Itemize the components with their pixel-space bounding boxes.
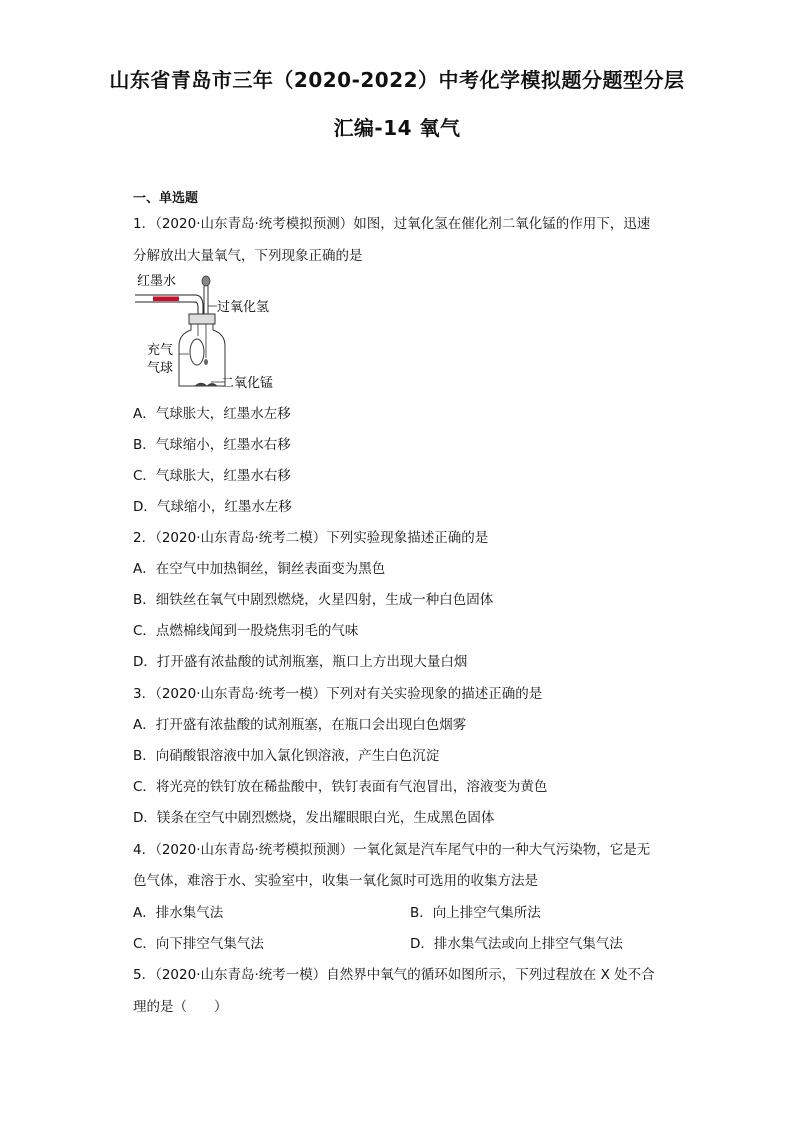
document-title-line1: 山东省青岛市三年（2020-2022）中考化学模拟题分题型分层 (109, 68, 685, 92)
q3-stem: 3．（2020·山东青岛·统考一模）下列对有关实验现象的描述正确的是 (133, 686, 543, 702)
dropper-bulb (202, 276, 210, 286)
manganese-dioxide-powder (195, 383, 217, 386)
label-balloon-line2: 气球 (147, 361, 174, 376)
q1-option-c: C．气球胀大，红墨水右移 (133, 468, 291, 484)
red-ink-column (153, 297, 179, 302)
label-red-ink: 红墨水 (137, 274, 177, 289)
inflated-balloon (190, 339, 204, 365)
bottle-stopper (189, 314, 215, 324)
label-hydrogen-peroxide: 过氧化氢 (217, 300, 270, 315)
section-heading: 一、单选题 (133, 191, 199, 206)
q2-option-a: A．在空气中加热铜丝，铜丝表面变为黑色 (133, 561, 386, 577)
q1-stem-line2: 分解放出大量氧气，下列现象正确的是 (133, 248, 363, 264)
q4-option-a: A．排水集气法 (133, 905, 224, 921)
q5-stem-line2: 理的是（ ） (133, 999, 228, 1015)
label-manganese-dioxide: 二氧化锰 (221, 376, 274, 391)
q3-option-c: C．将光亮的铁钉放在稀盐酸中，铁钉表面有气泡冒出，溶液变为黄色 (133, 779, 548, 795)
q4-option-d: D．排水集气法或向上排空气集气法 (410, 936, 623, 952)
q5-stem-line1: 5．（2020·山东青岛·统考一模）自然界中氧气的循环如图所示，下列过程放在 X 处不合 (133, 967, 655, 983)
q4-stem-line1: 4．（2020·山东青岛·统考模拟预测）一氧化氮是汽车尾气中的一种大气污染物，它是无 (133, 842, 651, 858)
label-balloon-line1: 充气 (147, 343, 174, 358)
q1-stem-line1: 1．（2020·山东青岛·统考模拟预测）如图，过氧化氢在催化剂二氧化锰的作用下，迅速 (133, 216, 651, 232)
document-title-line2: 汇编-14 氧气 (333, 116, 461, 140)
q2-option-c: C．点燃棉线闻到一股烧焦羽毛的气味 (133, 623, 359, 639)
q3-option-d: D．镁条在空气中剧烈燃烧，发出耀眼眼白光，生成黑色固体 (133, 810, 495, 826)
q2-option-d: D．打开盛有浓盐酸的试剂瓶塞，瓶口上方出现大量白烟 (133, 654, 468, 670)
q4-option-c: C．向下排空气集气法 (133, 936, 264, 952)
q3-option-b: B．向硝酸银溶液中加入氯化钡溶液，产生白色沉淀 (133, 748, 440, 764)
q4-option-b: B．向上排空气集所法 (410, 905, 541, 921)
q1-option-a: A．气球胀大，红墨水左移 (133, 406, 291, 422)
apparatus-figure (133, 268, 293, 393)
q4-stem-line2: 色气体，难溶于水、实验室中，收集一氧化氮时可选用的收集方法是 (133, 873, 538, 889)
q1-option-d: D．气球缩小，红墨水左移 (133, 499, 292, 515)
q3-option-a: A．打开盛有浓盐酸的试剂瓶塞，在瓶口会出现白色烟雾 (133, 717, 467, 733)
q1-option-b: B．气球缩小，红墨水右移 (133, 437, 291, 453)
q2-stem: 2．（2020·山东青岛·统考二模）下列实验现象描述正确的是 (133, 530, 489, 546)
q2-option-b: B．细铁丝在氧气中剧烈燃烧，火星四射，生成一种白色固体 (133, 592, 494, 608)
